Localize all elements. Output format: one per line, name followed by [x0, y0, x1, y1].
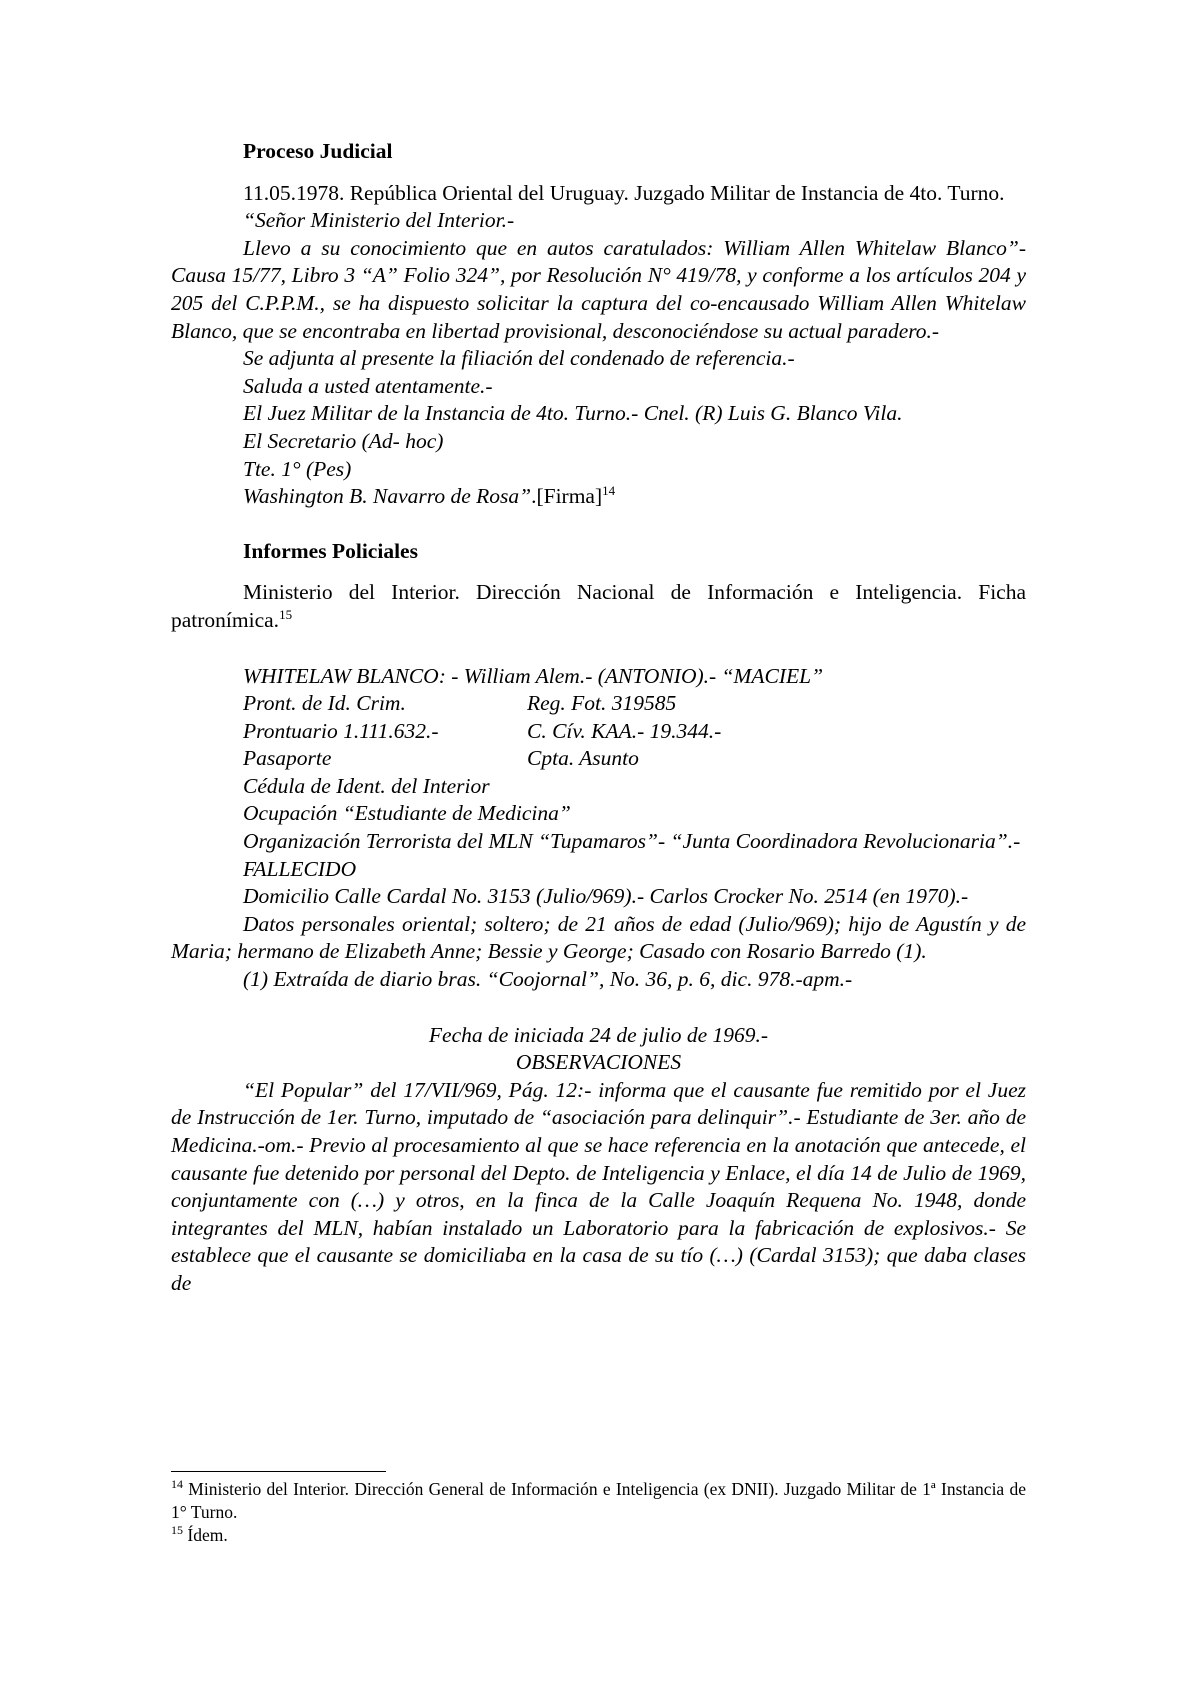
footnote-number: 14 — [171, 1476, 183, 1491]
footnote-15 — [171, 1524, 1026, 1547]
ficha-row-left: Prontuario 1.111.632.- — [243, 718, 439, 743]
observaciones-heading: OBSERVACIONES — [515, 1050, 682, 1075]
footnote-text: Ídem. — [187, 1525, 228, 1545]
ficha-fallecido: FALLECIDO — [243, 856, 357, 881]
ficha-organizacion: Organización Terrorista del MLN “Tupamaros”- “Junta Coordinadora Revolucionaria”.- — [243, 829, 1021, 854]
signer-name: Washington B. Navarro de Rosa” — [243, 484, 532, 509]
ficha-fecha-iniciada: Fecha de iniciada 24 de julio de 1969.- — [428, 1022, 769, 1047]
ficha-name-line: WHITELAW BLANCO: - William Alem.- (ANTONIO).- “MACIEL” — [243, 663, 824, 688]
footnote-separator — [171, 1471, 386, 1472]
ficha-datos-personales: Datos personales oriental; soltero; de 21 años de edad (Julio/969); hijo de Agustín y de Maria; hermano de Elizabeth Anne; Bessie y George; Casado con Rosario Barredo (1). — [171, 911, 1026, 964]
document-body — [171, 138, 1026, 1298]
ficha-row-right: Reg. Fot. 319585 — [527, 691, 677, 716]
ficha-row-left: Pront. de Id. Crim. — [243, 691, 406, 716]
observaciones-text: “El Popular” del 17/VII/969, Pág. 12:- informa que el causante fue remitido por el Juez de Instrucción de 1er. Turno, imputado de “asociación para delinquir”.- Estudiante de 3er. año de Medicina.-om.- Previo al procesamiento al que se hace referencia en la anotación que antecede, el causante fue detenido por personal del Depto. de Inteligencia y Enlace, el día 14 de Julio de 1969, conjuntamente con (…) y otros, en la finca de la Calle Joaquín Requena No. 1948, donde integrantes del MLN, habían instalado un Laboratorio para la fabricación de explosivos.- Se establece que el causante se domiciliaba en la casa de su tío (…) (Cardal 3153); que daba clases de — [171, 1077, 1026, 1295]
date-line: 11.05.1978. República Oriental del Uruguay. Juzgado Militar de Instancia de 4to. Turno. — [243, 180, 1005, 205]
ficha-intro-text: Ministerio del Interior. Dirección Nacional de Información e Inteligencia. Ficha patronímica. — [171, 580, 1026, 632]
letter-line-judge: El Juez Militar de la Instancia de 4to. Turno.- Cnel. (R) Luis G. Blanco Vila. — [243, 401, 903, 426]
footnote-ref-15: 15 — [279, 607, 293, 623]
footnote-text: Ministerio del Interior. Dirección General de Información e Inteligencia (ex DNII). Juzgado Militar de 1ª Instancia de 1° Turno. — [171, 1479, 1027, 1522]
letter-line-rank: Tte. 1° (Pes) — [243, 456, 352, 481]
ficha-row-left: Pasaporte — [243, 746, 332, 771]
ficha-row — [171, 745, 1026, 773]
letter-body: Llevo a su conocimiento que en autos caratulados: William Allen Whitelaw Blanco”- Causa 15/77, Libro 3 “A” Folio 324”, por Resolución N° 419/78, y conforme a los artículos 204 y 205 del C.P.P.M., se ha dispuesto solicitar la captura del co-encausado William Allen Whitelaw Blanco, que se encontraba en libertad provisional, desconociéndose su actual paradero.- — [171, 235, 1026, 343]
section-heading-informes-policiales: Informes Policiales — [243, 538, 418, 563]
ficha-ocupacion: Ocupación “Estudiante de Medicina” — [243, 801, 571, 826]
ficha-note: (1) Extraída de diario bras. “Coojornal”, No. 36, p. 6, dic. 978.-apm.- — [243, 967, 853, 992]
letter-line-greeting: Saluda a usted atentamente.- — [243, 373, 493, 398]
ficha-row-right: C. Cív. KAA.- 19.344.- — [527, 718, 722, 743]
footnote-ref-14: 14 — [602, 483, 616, 499]
letter-line-attached: Se adjunta al presente la filiación del condenado de referencia.- — [243, 346, 795, 371]
firma-mark: .[Firma] — [531, 484, 603, 509]
section-heading-proceso-judicial: Proceso Judicial — [243, 139, 393, 163]
footnote-14 — [171, 1478, 1026, 1524]
letter-signature-line — [171, 483, 1026, 511]
ficha-row — [171, 690, 1026, 718]
letter-line-secretary: El Secretario (Ad- hoc) — [243, 428, 444, 453]
ficha-cedula: Cédula de Ident. del Interior — [243, 773, 490, 798]
footnote-number: 15 — [171, 1522, 183, 1537]
ficha-intro — [171, 579, 1026, 634]
letter-salutation: “Señor Ministerio del Interior.- — [243, 208, 515, 233]
ficha-row-right: Cpta. Asunto — [527, 746, 639, 771]
ficha-row — [171, 718, 1026, 746]
footnotes — [171, 1471, 1026, 1547]
ficha-domicilio: Domicilio Calle Cardal No. 3153 (Julio/969).- Carlos Crocker No. 2514 (en 1970).- — [243, 884, 969, 909]
